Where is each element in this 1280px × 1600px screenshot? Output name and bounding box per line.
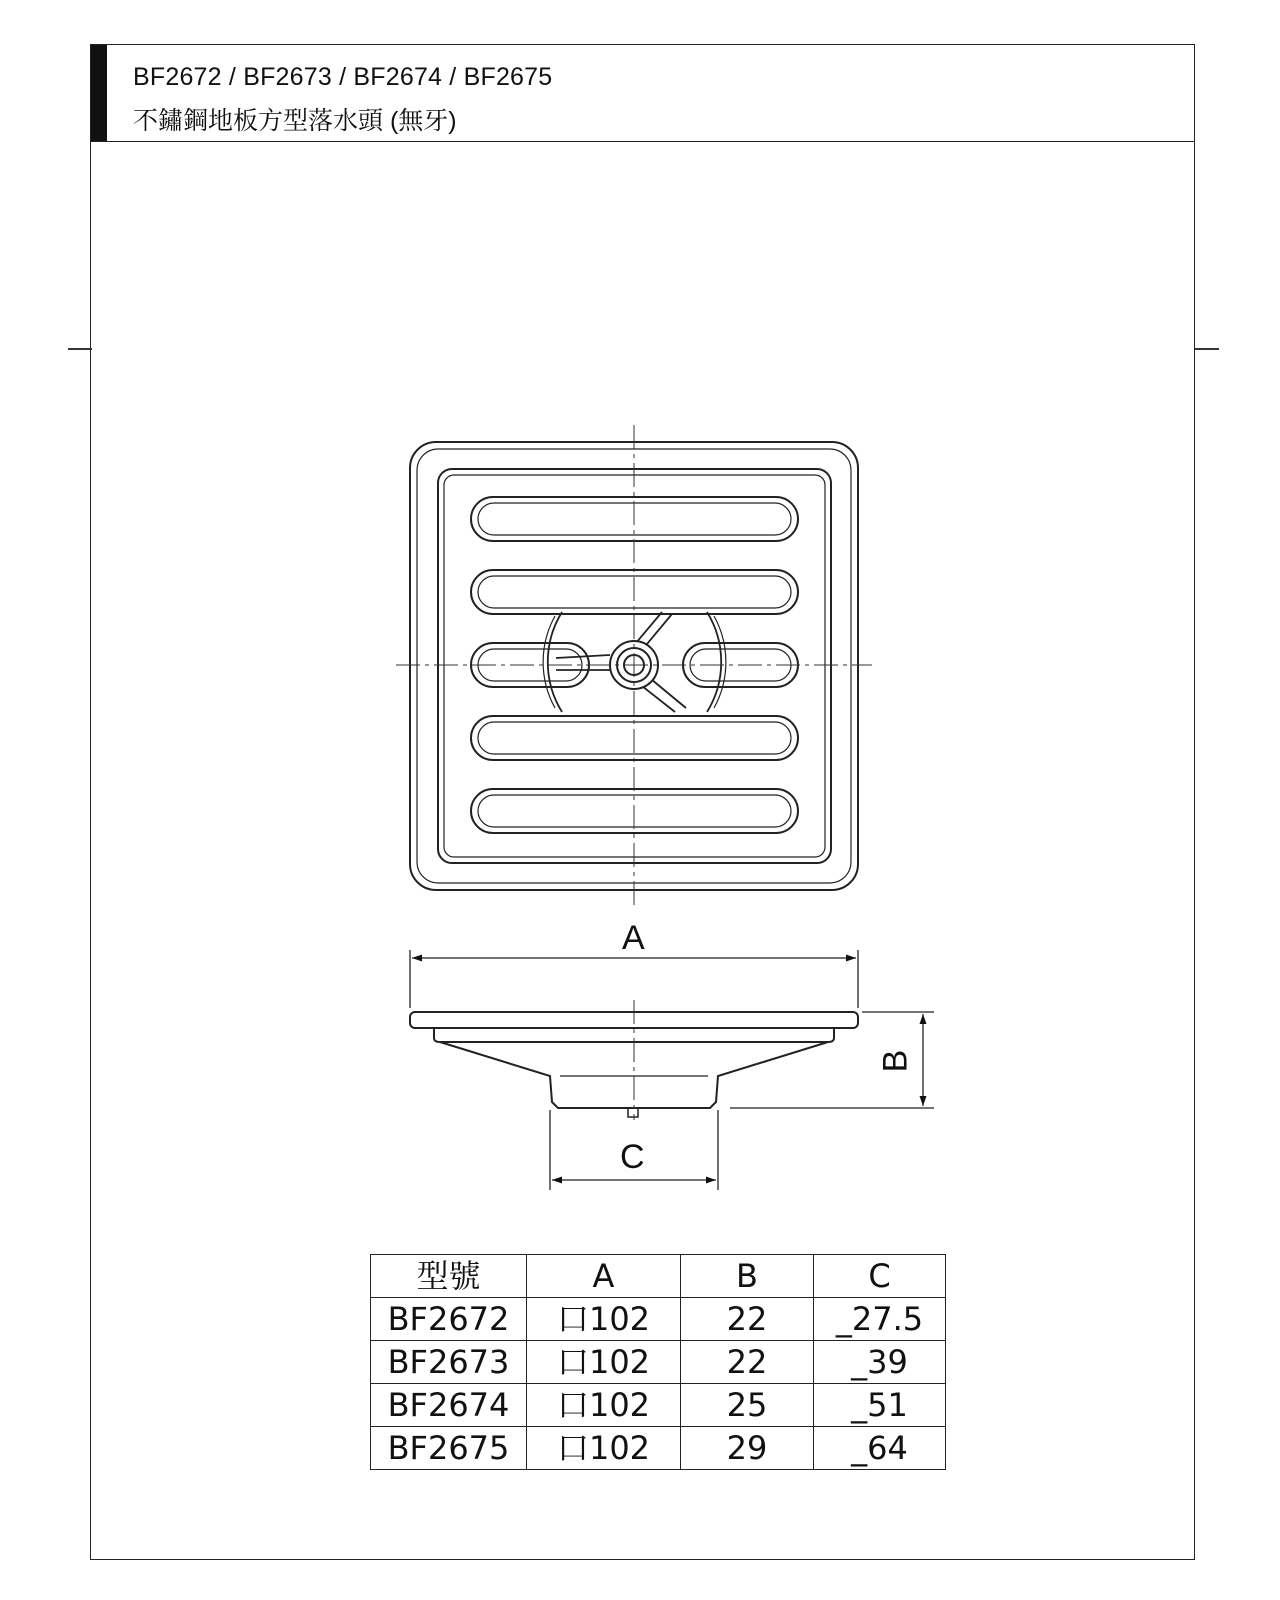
product-name: 不鏽鋼地板方型落水頭 (無牙)	[133, 107, 457, 135]
cell-a: 口102	[527, 1427, 681, 1470]
cell-model: BF2673	[371, 1341, 527, 1384]
cell-b: 22	[681, 1341, 814, 1384]
cell-model: BF2675	[371, 1427, 527, 1470]
table-row	[371, 1341, 946, 1384]
cell-a: 口102	[527, 1384, 681, 1427]
cell-a: 口102	[527, 1341, 681, 1384]
table-row	[371, 1427, 946, 1470]
cell-c: _27.5	[814, 1298, 946, 1341]
cell-c: _51	[814, 1384, 946, 1427]
table-row	[371, 1384, 946, 1427]
top-view	[396, 425, 872, 905]
cell-model: BF2674	[371, 1384, 527, 1427]
dimension-a	[410, 950, 858, 1008]
dimension-a-label: A	[622, 919, 645, 957]
specification-table	[370, 1254, 946, 1470]
header-b: B	[681, 1255, 814, 1298]
cell-c: _64	[814, 1427, 946, 1470]
table-header-row	[371, 1255, 946, 1298]
dimension-c-label: C	[620, 1138, 645, 1176]
cell-model: BF2672	[371, 1298, 527, 1341]
cell-b: 25	[681, 1384, 814, 1427]
cell-b: 22	[681, 1298, 814, 1341]
header-a: A	[527, 1255, 681, 1298]
side-view	[410, 950, 934, 1190]
table-row	[371, 1298, 946, 1341]
header-c: C	[814, 1255, 946, 1298]
cell-b: 29	[681, 1427, 814, 1470]
model-numbers: BF2672 / BF2673 / BF2674 / BF2675	[133, 63, 553, 91]
dimension-b-label: B	[876, 1049, 915, 1073]
drain-pin	[628, 1108, 638, 1117]
cell-a: 口102	[527, 1298, 681, 1341]
cell-c: _39	[814, 1341, 946, 1384]
header-model: 型號	[371, 1255, 527, 1298]
